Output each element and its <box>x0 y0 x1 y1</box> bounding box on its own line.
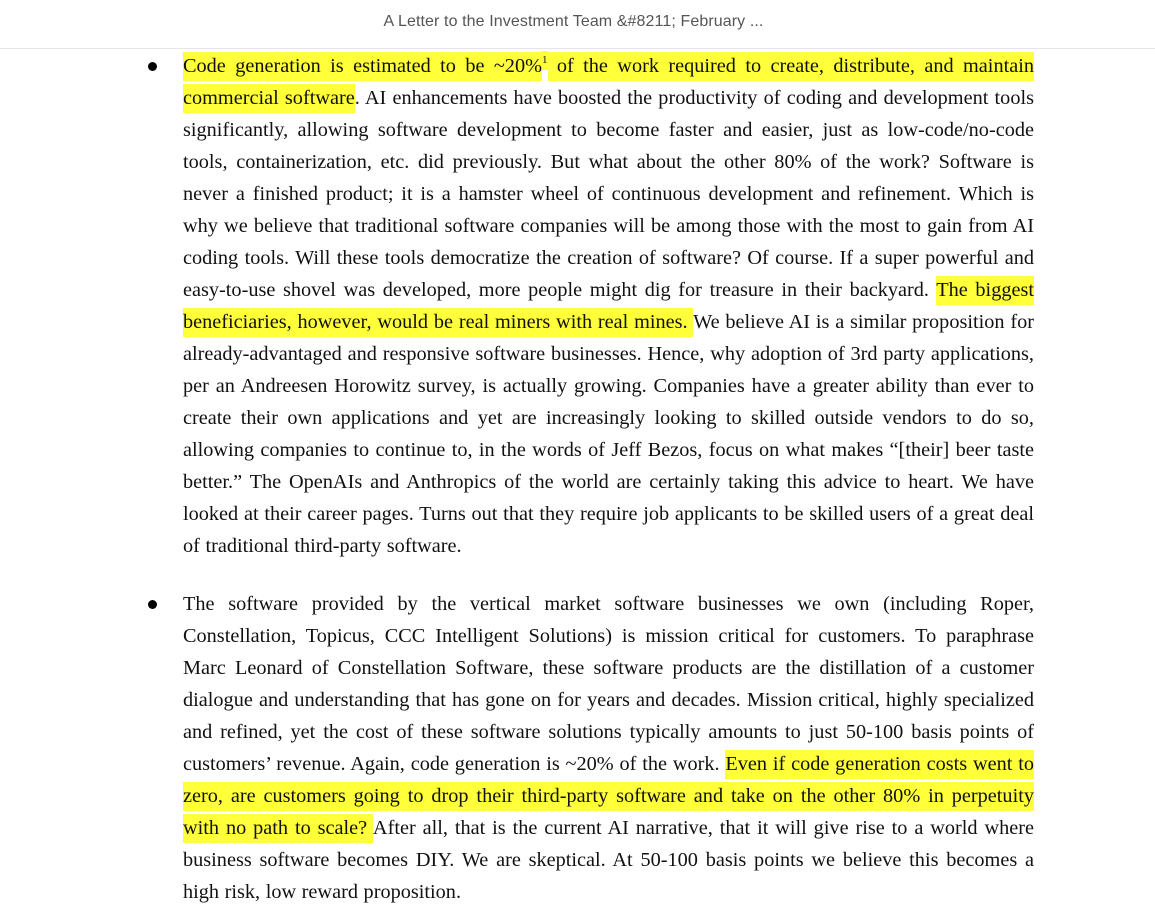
paragraph-text: . AI enhancements have boosted the productivity of coding and development tools significantly, allowing software development to become faster and easier, just as low-code/no-code tools, containerization, etc. did previously. But what about the other 80% of the work? Software is never a finished product; it is a hamster wheel of continuous development and refinement. Which is why we believe that traditional software companies will be among those with the most to gain from AI coding tools. Will these tools democratize the creation of software? Of course. If a super powerful and easy-to-use shovel was developed, more people might dig for treasure in their backyard. <box>183 87 1034 301</box>
footnote-reference[interactable]: 1 <box>542 51 548 70</box>
highlighted-text: Code generation is estimated to be ~20% <box>183 52 542 81</box>
bullet-point-icon <box>148 62 157 71</box>
bullet-point-icon <box>148 600 157 609</box>
paragraph-text: We believe AI is a similar proposition for already-advantaged and responsive software businesses. Hence, why adoption of 3rd party applications, per an Andreesen Horowitz survey, is actually growing. Companies have a greater ability than ever to create their own applications and yet are increasingly looking to skilled outside vendors to do so, allowing companies to continue to, in the words of Jeff Bezos, focus on what makes “[their] beer taste better.” The OpenAIs and Anthropics of the world are certainly taking this advice to heart. We have looked at their career pages. Turns out that they require job applicants to be skilled users of a great deal of traditional third-party software. <box>183 311 1035 557</box>
bullet-paragraph-1 <box>183 50 1034 562</box>
highlighted-text: The biggest beneficiaries, however, would be real miners with real mines. <box>183 276 1034 337</box>
bullet-paragraph-2 <box>183 588 1034 908</box>
window-title: A Letter to the Investment Team &#8211; February ... <box>383 13 764 30</box>
highlighted-text: of the work required to create, distribute, and maintain commercial software <box>183 52 1034 113</box>
paragraph-text: The software provided by the vertical market software businesses we own (including Roper, Constellation, Topicus, CCC Intelligent Solutions) is mission critical for customers. To paraphrase Marc Leonard of Constellation Software, these software products are the distillation of a customer dialogue and understanding that has gone on for years and decades. Mission critical, highly specialized and refined, yet the cost of these software solutions typically amounts to just 50-100 basis points of customers’ revenue. Again, code generation is ~20% of the work. <box>183 593 1034 775</box>
window-titlebar <box>0 0 1155 49</box>
document-page <box>0 49 1155 908</box>
paragraph-text: After all, that is the current AI narrative, that it will give rise to a world where business software becomes DIY. We are skeptical. At 50-100 basis points we believe this becomes a high risk, low reward proposition. <box>183 817 1034 903</box>
highlighted-text: Even if code generation costs went to zero, are customers going to drop their third-party software and take on the other 80% in perpetuity with no path to scale? <box>183 750 1034 843</box>
